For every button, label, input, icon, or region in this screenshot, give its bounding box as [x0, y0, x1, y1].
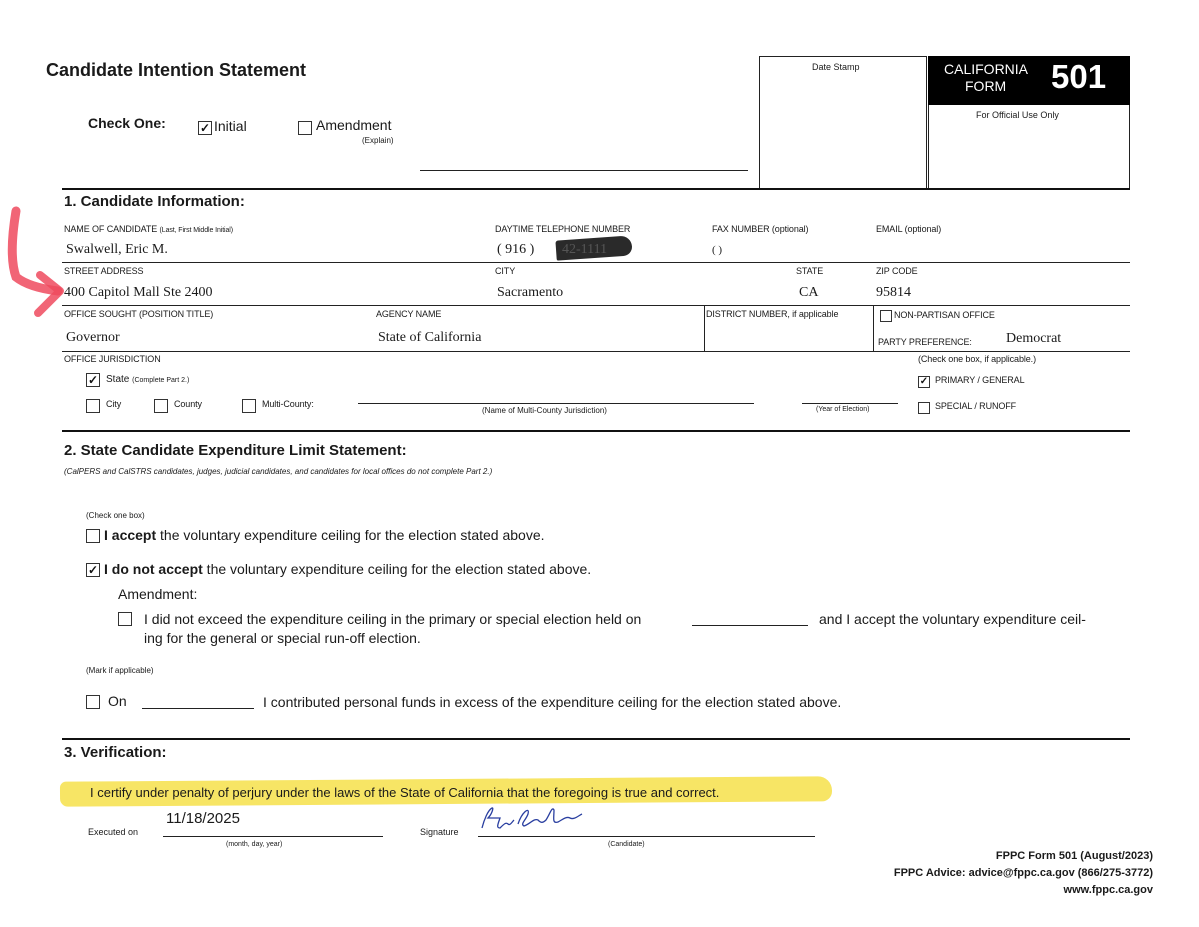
candidate-name-value[interactable]: Swalwell, Eric M. — [66, 242, 168, 257]
multicounty-line — [358, 403, 754, 404]
signature-caption: (Candidate) — [608, 841, 645, 848]
phone-number-value[interactable]: 42-1111 — [562, 242, 608, 257]
phone-label: DAYTIME TELEPHONE NUMBER — [495, 224, 631, 234]
name-sublabel: (Last, First Middle Initial) — [159, 227, 233, 234]
mark-if-applicable: (Mark if applicable) — [86, 666, 154, 675]
on-label: On — [108, 693, 127, 709]
zip-value[interactable]: 95814 — [876, 285, 911, 300]
name-label-text: NAME OF CANDIDATE — [64, 224, 158, 234]
district-left-rule — [704, 305, 705, 351]
primary-general-checkbox[interactable]: ✓ — [919, 376, 929, 387]
not-accept-checkbox[interactable]: ✓ — [87, 563, 99, 577]
on-date-line — [142, 708, 254, 709]
section2-top-rule — [62, 430, 1130, 432]
section3-heading: 3. Verification: — [64, 744, 167, 761]
state-option-text: State — [106, 374, 130, 385]
section3-top-rule — [62, 738, 1130, 740]
amendment-explain-line — [420, 170, 748, 171]
amend-line1a: I did not exceed the expenditure ceiling in the primary or special election held on — [144, 611, 642, 627]
city-label: CITY — [495, 266, 516, 276]
year-line — [802, 403, 898, 404]
primary-general-label: PRIMARY / GENERAL — [935, 375, 1025, 385]
check-one-applicable: (Check one box, if applicable.) — [918, 354, 1036, 364]
agency-label: AGENCY NAME — [376, 309, 442, 319]
zip-label: ZIP CODE — [876, 266, 918, 276]
check-one-label: Check One: — [88, 115, 166, 131]
section1-top-rule — [62, 188, 1130, 190]
amendment-explain: (Explain) — [362, 136, 394, 145]
city-value[interactable]: Sacramento — [497, 285, 564, 300]
amend-line1b: and I accept the voluntary expenditure ceil- — [819, 611, 1086, 627]
party-label: PARTY PREFERENCE: — [878, 337, 972, 347]
section1-heading: 1. Candidate Information: — [64, 193, 245, 210]
city-option-label: City — [106, 399, 122, 409]
section2-heading: 2. State Candidate Expenditure Limit Statement: — [64, 442, 407, 459]
initial-label: Initial — [214, 118, 247, 134]
street-value[interactable]: 400 Capitol Mall Ste 2400 — [64, 285, 213, 300]
amendment-ceiling-checkbox[interactable] — [118, 612, 132, 626]
fax-label: FAX NUMBER (optional) — [712, 224, 809, 234]
agency-value[interactable]: State of California — [378, 330, 482, 345]
email-label: EMAIL (optional) — [876, 224, 942, 234]
executed-on-label: Executed on — [88, 827, 139, 837]
state-option-note: (Complete Part 2.) — [132, 377, 190, 384]
signature-label: Signature — [420, 827, 459, 837]
amendment-label: Amendment — [316, 117, 392, 133]
not-accept-rest: the voluntary expenditure ceiling for the election stated above. — [202, 561, 592, 577]
state-jurisdiction-checkbox[interactable]: ✓ — [87, 373, 99, 387]
accept-bold: I accept — [104, 527, 157, 543]
accept-rest: the voluntary expenditure ceiling for the election stated above. — [156, 527, 545, 543]
check-one-box: (Check one box) — [86, 511, 145, 520]
row3-rule — [62, 351, 1130, 352]
amendment-heading: Amendment: — [118, 586, 198, 602]
state-value[interactable]: CA — [799, 285, 819, 300]
row2-rule — [62, 305, 1130, 306]
county-option-label: County — [174, 399, 202, 409]
date-line — [163, 836, 383, 837]
city-checkbox[interactable] — [86, 399, 100, 413]
contributed-statement: I contributed personal funds in excess of the expenditure ceiling for the election stated above. — [263, 694, 842, 710]
signature-line — [478, 836, 815, 837]
certify-statement: I certify under penalty of perjury under the laws of the State of California that the foregoing is true and correct. — [90, 785, 720, 800]
district-label: DISTRICT NUMBER, if applicable — [706, 309, 839, 319]
red-arrow-annotation — [0, 205, 70, 325]
form-label: FORM — [965, 78, 1007, 94]
fax-value[interactable]: ( ) — [712, 244, 723, 256]
office-label: OFFICE SOUGHT (POSITION TITLE) — [64, 309, 214, 319]
section2-note: (CalPERS and CalSTRS candidates, judges, judicial candidates, and candidates for local offices do not complete Part 2.) — [64, 467, 493, 476]
multicounty-option-label: Multi-County: — [262, 399, 314, 409]
not-accept-bold: I do not accept — [104, 561, 203, 577]
date-value[interactable]: 11/18/2025 — [166, 810, 240, 827]
nonpartisan-checkbox[interactable] — [880, 310, 892, 322]
party-value[interactable]: Democrat — [1006, 331, 1062, 346]
multicounty-checkbox[interactable] — [242, 399, 256, 413]
county-checkbox[interactable] — [154, 399, 168, 413]
signature-stroke-1 — [482, 808, 514, 828]
district-right-rule — [873, 305, 874, 351]
row1-rule — [62, 262, 1130, 263]
date-stamp-box — [759, 56, 927, 189]
amend-line2: ing for the general or special run-off election. — [144, 630, 421, 646]
date-caption: (month, day, year) — [226, 841, 283, 848]
state-option-label — [106, 374, 189, 385]
date-stamp-label: Date Stamp — [812, 62, 860, 72]
amend-date-line — [692, 625, 808, 626]
accept-checkbox[interactable] — [86, 529, 100, 543]
form-title: Candidate Intention Statement — [46, 60, 307, 80]
name-label — [64, 224, 233, 234]
phone-area-value[interactable]: ( 916 ) — [497, 242, 535, 257]
amendment-checkbox[interactable] — [298, 121, 312, 135]
on-checkbox[interactable] — [86, 695, 100, 709]
jurisdiction-label: OFFICE JURISDICTION — [64, 354, 161, 364]
year-caption: (Year of Election) — [816, 406, 870, 413]
multicounty-caption: (Name of Multi-County Jurisdiction) — [482, 406, 607, 415]
california-label: CALIFORNIA — [944, 61, 1029, 77]
footer-form-version: FPPC Form 501 (August/2023) — [995, 850, 1153, 862]
footer-website[interactable]: www.fppc.ca.gov — [1063, 884, 1153, 896]
street-label: STREET ADDRESS — [64, 266, 144, 276]
accept-statement — [104, 527, 545, 543]
special-runoff-checkbox[interactable] — [918, 402, 930, 414]
state-label: STATE — [796, 266, 824, 276]
footer-advice: FPPC Advice: advice@fppc.ca.gov (866/275-3772) — [893, 867, 1153, 879]
special-runoff-label: SPECIAL / RUNOFF — [935, 401, 1017, 411]
office-value[interactable]: Governor — [66, 330, 120, 345]
initial-checkbox[interactable]: ✓ — [199, 121, 211, 135]
handwritten-signature — [478, 800, 588, 836]
official-use-label: For Official Use Only — [976, 110, 1059, 120]
signature-stroke-2 — [518, 809, 582, 826]
form-number: 501 — [1051, 58, 1107, 95]
not-accept-statement — [104, 561, 591, 577]
nonpartisan-label: NON-PARTISAN OFFICE — [894, 310, 995, 320]
